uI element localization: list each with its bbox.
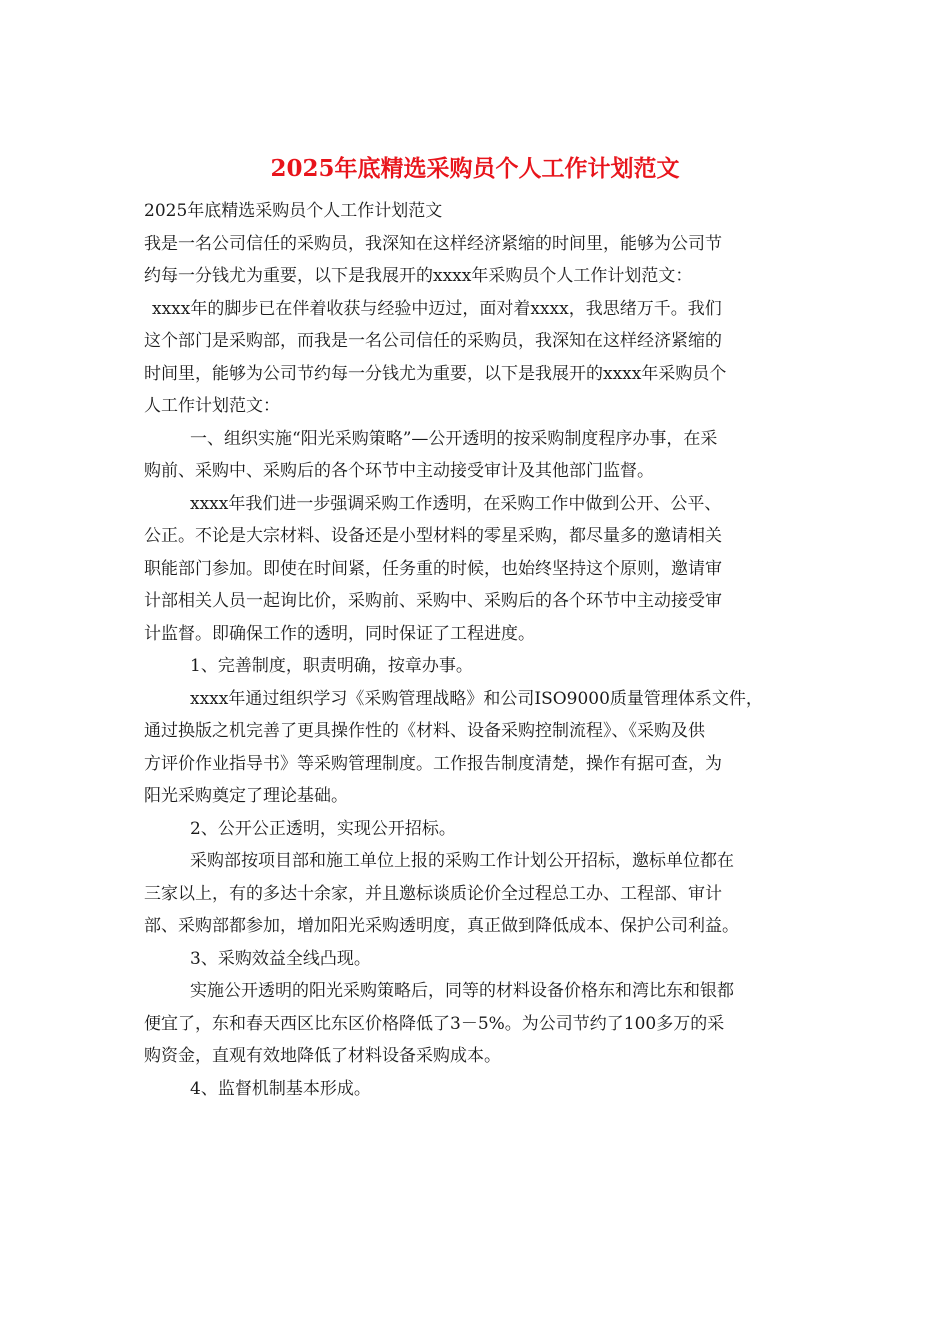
text-line: xxxx年我们进一步强调采购工作透明，在采购工作中做到公开、公平、 — [190, 493, 722, 514]
text-line: 约每一分钱尤为重要，以下是我展开的xxxx年采购员个人工作计划范文： — [144, 266, 693, 286]
text-line: 部、采购部都参加，增加阳光采购透明度，真正做到降低成本、保护公司利益。 — [144, 916, 739, 936]
text-line: 3、采购效益全线凸现。 — [190, 948, 371, 969]
text-line: 这个部门是采购部，而我是一名公司信任的采购员，我深知在这样经济紧缩的 — [144, 331, 722, 351]
document-title: 2025年底精选采购员个人工作计划范文 — [270, 155, 680, 182]
text-line: 阳光采购奠定了理论基础。 — [144, 786, 348, 806]
text-line: xxxx年的脚步已在伴着收获与经验中迈过，面对着xxxx，我思绪万千。我们 — [152, 298, 722, 319]
text-line: 通过换版之机完善了更具操作性的《材料、设备采购控制流程》、《采购及供 — [144, 721, 705, 741]
text-line: 时间里，能够为公司节约每一分钱尤为重要，以下是我展开的xxxx年采购员个 — [144, 363, 727, 384]
text-line: 方评价作业指导书》等采购管理制度。工作报告制度清楚，操作有据可查，为 — [144, 753, 722, 774]
text-line: 计部相关人员一起询比价，采购前、采购中、采购后的各个环节中主动接受审 — [144, 591, 722, 611]
text-line: 我是一名公司信任的采购员，我深知在这样经济紧缩的时间里，能够为公司节 — [144, 233, 722, 254]
text-line: 2、公开公正透明，实现公开招标。 — [190, 818, 456, 839]
text-line: 购资金，直观有效地降低了材料设备采购成本。 — [144, 1046, 501, 1066]
text-line: 实施公开透明的阳光采购策略后，同等的材料设备价格东和湾比东和银都 — [190, 981, 734, 1001]
text-line: 便宜了，东和春天西区比东区价格降低了3－5%。为公司节约了100多万的采 — [144, 1013, 725, 1034]
document-body — [144, 196, 844, 1106]
text-line: xxxx年通过组织学习《采购管理战略》和公司ISO9000质量管理体系文件， — [190, 688, 763, 709]
text-line: 职能部门参加。即使在时间紧，任务重的时候，也始终坚持这个原则，邀请审 — [144, 558, 722, 579]
text-line: 一、组织实施“阳光采购策略”—公开透明的按采购制度程序办事，在采 — [190, 428, 718, 449]
text-line: 三家以上，有的多达十余家，并且邀标谈质论价全过程总工办、工程部、审计 — [144, 883, 722, 904]
text-line: 4、监督机制基本形成。 — [190, 1078, 371, 1099]
text-line: 采购部按项目部和施工单位上报的采购工作计划公开招标，邀标单位都在 — [190, 851, 734, 871]
text-line: 人工作计划范文： — [144, 396, 280, 416]
text-line: 2025年底精选采购员个人工作计划范文 — [144, 201, 443, 221]
text-line: 公正。不论是大宗材料、设备还是小型材料的零星采购，都尽量多的邀请相关 — [144, 526, 722, 546]
text-line: 1、完善制度，职责明确，按章办事。 — [190, 656, 473, 676]
text-line: 购前、采购中、采购后的各个环节中主动接受审计及其他部门监督。 — [144, 461, 654, 481]
text-line: 计监督。即确保工作的透明，同时保证了工程进度。 — [144, 623, 535, 644]
